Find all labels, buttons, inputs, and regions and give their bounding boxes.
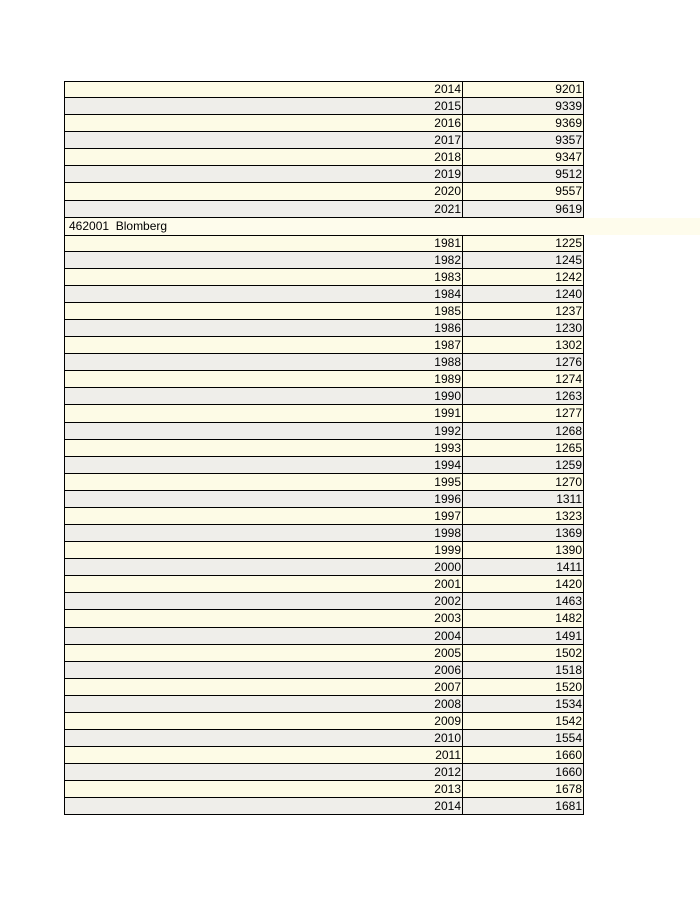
- table-row: [64, 166, 700, 183]
- year-cell: 2020: [64, 183, 463, 200]
- year-cell: 1990: [64, 388, 463, 405]
- value-cell: 1463: [462, 593, 584, 610]
- year-cell: 1995: [64, 474, 463, 491]
- table-row: [64, 303, 700, 320]
- value-cell: 1230: [462, 320, 584, 337]
- table-row: [64, 628, 700, 645]
- value-cell: 9619: [462, 201, 584, 218]
- year-cell: 2021: [64, 201, 463, 218]
- value-cell: 1276: [462, 354, 584, 371]
- table-row: [64, 149, 700, 166]
- year-cell: 1981: [64, 235, 463, 252]
- value-cell: 1323: [462, 508, 584, 525]
- table-row: [64, 115, 700, 132]
- table-row: [64, 491, 700, 508]
- value-cell: 1237: [462, 303, 584, 320]
- table-row: [64, 542, 700, 559]
- year-cell: 2019: [64, 166, 463, 183]
- table-row: [64, 645, 700, 662]
- table-section-blomberg: [64, 235, 700, 816]
- value-cell: 1678: [462, 781, 584, 798]
- year-cell: 2003: [64, 610, 463, 627]
- table-row: [64, 798, 700, 815]
- table-section-top: [64, 81, 700, 218]
- value-cell: 1660: [462, 747, 584, 764]
- table-row: [64, 405, 700, 422]
- year-cell: 2012: [64, 764, 463, 781]
- table-row: [64, 610, 700, 627]
- year-cell: 1988: [64, 354, 463, 371]
- year-cell: 1992: [64, 423, 463, 440]
- table-row: [64, 593, 700, 610]
- year-cell: 1984: [64, 286, 463, 303]
- value-cell: 1242: [462, 269, 584, 286]
- table-row: [64, 576, 700, 593]
- spreadsheet-table: [64, 81, 700, 815]
- value-cell: 1268: [462, 423, 584, 440]
- value-cell: 9512: [462, 166, 584, 183]
- value-cell: 1681: [462, 798, 584, 815]
- value-cell: 1502: [462, 645, 584, 662]
- year-cell: 1987: [64, 337, 463, 354]
- section-name: Blomberg: [115, 218, 168, 233]
- year-cell: 1983: [64, 269, 463, 286]
- year-cell: 1999: [64, 542, 463, 559]
- table-row: [64, 371, 700, 388]
- value-cell: 1411: [462, 559, 584, 576]
- value-cell: 9339: [462, 98, 584, 115]
- value-cell: 1259: [462, 457, 584, 474]
- table-row: [64, 235, 700, 252]
- value-cell: 1542: [462, 713, 584, 730]
- value-cell: 1491: [462, 628, 584, 645]
- year-cell: 2004: [64, 628, 463, 645]
- value-cell: 9557: [462, 183, 584, 200]
- year-cell: 2005: [64, 645, 463, 662]
- value-cell: 1518: [462, 662, 584, 679]
- table-row: [64, 183, 700, 200]
- year-cell: 1985: [64, 303, 463, 320]
- value-cell: 1225: [462, 235, 584, 252]
- value-cell: 1420: [462, 576, 584, 593]
- table-row: [64, 201, 700, 218]
- value-cell: 1270: [462, 474, 584, 491]
- year-cell: 1989: [64, 371, 463, 388]
- value-cell: 1240: [462, 286, 584, 303]
- table-row: [64, 662, 700, 679]
- section-header: [64, 218, 700, 235]
- table-row: [64, 440, 700, 457]
- table-row: [64, 781, 700, 798]
- value-cell: 9201: [462, 81, 584, 98]
- table-row: [64, 252, 700, 269]
- year-cell: 1996: [64, 491, 463, 508]
- table-row: [64, 132, 700, 149]
- year-cell: 1993: [64, 440, 463, 457]
- value-cell: 1245: [462, 252, 584, 269]
- value-cell: 1554: [462, 730, 584, 747]
- value-cell: 1369: [462, 525, 584, 542]
- value-cell: 1265: [462, 440, 584, 457]
- table-row: [64, 679, 700, 696]
- table-row: [64, 559, 700, 576]
- table-row: [64, 423, 700, 440]
- table-row: [64, 98, 700, 115]
- table-row: [64, 388, 700, 405]
- value-cell: 1482: [462, 610, 584, 627]
- table-row: [64, 320, 700, 337]
- year-cell: 1997: [64, 508, 463, 525]
- year-cell: 2013: [64, 781, 463, 798]
- table-row: [64, 747, 700, 764]
- table-row: [64, 269, 700, 286]
- year-cell: 2007: [64, 679, 463, 696]
- table-row: [64, 730, 700, 747]
- year-cell: 2017: [64, 132, 463, 149]
- year-cell: 2015: [64, 98, 463, 115]
- year-cell: 2010: [64, 730, 463, 747]
- year-cell: 2014: [64, 81, 463, 98]
- table-row: [64, 525, 700, 542]
- year-cell: 1998: [64, 525, 463, 542]
- value-cell: 9357: [462, 132, 584, 149]
- table-row: [64, 286, 700, 303]
- year-cell: 2018: [64, 149, 463, 166]
- value-cell: 1660: [462, 764, 584, 781]
- value-cell: 1520: [462, 679, 584, 696]
- year-cell: 1994: [64, 457, 463, 474]
- year-cell: 2014: [64, 798, 463, 815]
- table-row: [64, 457, 700, 474]
- year-cell: 1986: [64, 320, 463, 337]
- table-row: [64, 354, 700, 371]
- value-cell: 1277: [462, 405, 584, 422]
- table-row: [64, 713, 700, 730]
- year-cell: 2002: [64, 593, 463, 610]
- year-cell: 2009: [64, 713, 463, 730]
- value-cell: 9347: [462, 149, 584, 166]
- value-cell: 1534: [462, 696, 584, 713]
- table-row: [64, 764, 700, 781]
- value-cell: 1390: [462, 542, 584, 559]
- year-cell: 2008: [64, 696, 463, 713]
- year-cell: 2016: [64, 115, 463, 132]
- value-cell: 1311: [462, 491, 584, 508]
- value-cell: 9369: [462, 115, 584, 132]
- year-cell: 2001: [64, 576, 463, 593]
- table-row: [64, 508, 700, 525]
- table-row: [64, 474, 700, 491]
- year-cell: 2006: [64, 662, 463, 679]
- year-cell: 1982: [64, 252, 463, 269]
- table-row: [64, 696, 700, 713]
- value-cell: 1302: [462, 337, 584, 354]
- value-cell: 1274: [462, 371, 584, 388]
- table-row: [64, 337, 700, 354]
- year-cell: 1991: [64, 405, 463, 422]
- section-code: 462001: [69, 218, 110, 233]
- year-cell: 2011: [64, 747, 463, 764]
- table-row: [64, 81, 700, 98]
- value-cell: 1263: [462, 388, 584, 405]
- year-cell: 2000: [64, 559, 463, 576]
